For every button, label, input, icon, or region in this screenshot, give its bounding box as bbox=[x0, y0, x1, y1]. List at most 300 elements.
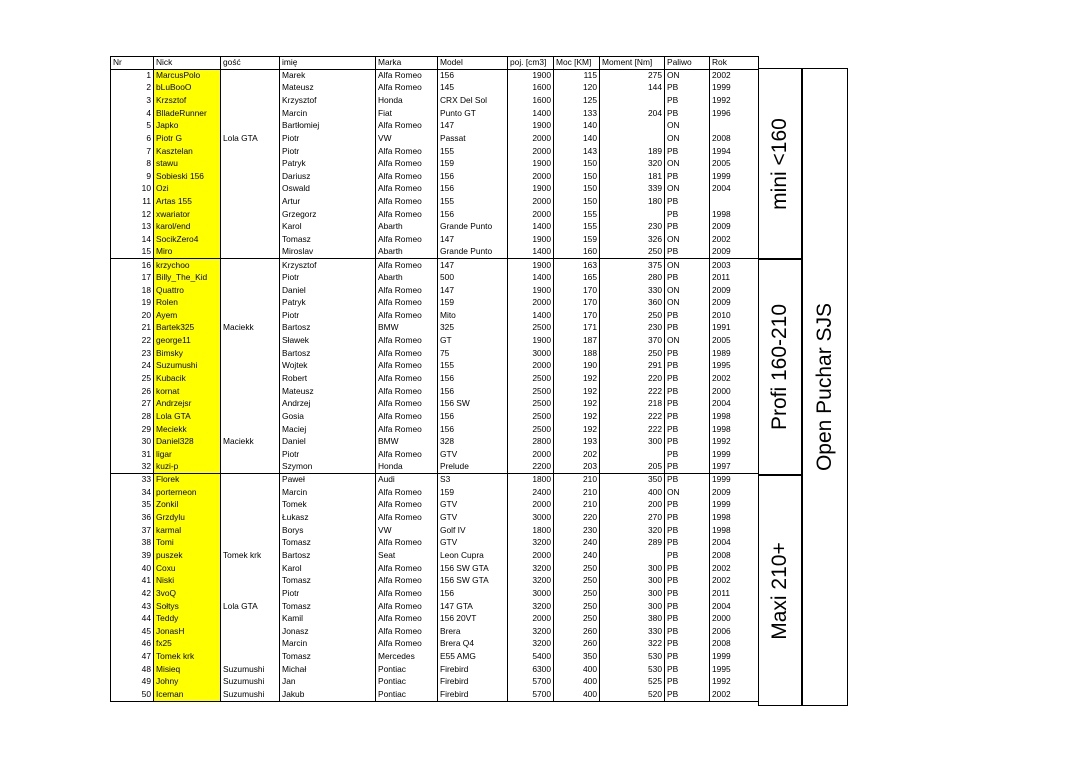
cell-model: 145 bbox=[438, 82, 508, 95]
cell-power: 140 bbox=[554, 120, 600, 133]
cell-year: 1989 bbox=[710, 347, 759, 360]
cell-fuel: PB bbox=[665, 651, 710, 664]
cell-model: GTV bbox=[438, 512, 508, 525]
cell-torque: 339 bbox=[600, 183, 665, 196]
cell-displacement: 1400 bbox=[508, 246, 554, 259]
cell-power: 210 bbox=[554, 486, 600, 499]
cell-year: 1992 bbox=[710, 436, 759, 449]
cell-displacement: 1900 bbox=[508, 183, 554, 196]
cell-guest bbox=[221, 461, 280, 474]
cell-year: 2008 bbox=[710, 549, 759, 562]
cell-fuel: PB bbox=[665, 562, 710, 575]
cell-model: 156 bbox=[438, 587, 508, 600]
cell-year: 1999 bbox=[710, 474, 759, 487]
results-table bbox=[110, 56, 759, 702]
cell-torque: 360 bbox=[600, 297, 665, 310]
cell-nick: bLuBooO bbox=[154, 82, 221, 95]
cell-fuel: PB bbox=[665, 410, 710, 423]
cell-nr: 50 bbox=[111, 689, 154, 702]
cell-model: 75 bbox=[438, 347, 508, 360]
cell-torque: 370 bbox=[600, 335, 665, 348]
cell-fuel: PB bbox=[665, 638, 710, 651]
cell-first-name: Tomasz bbox=[280, 233, 376, 246]
cell-model: GTV bbox=[438, 499, 508, 512]
cell-guest bbox=[221, 259, 280, 272]
group-profi-label: Profi 160-210 bbox=[768, 303, 791, 431]
cell-displacement: 1900 bbox=[508, 284, 554, 297]
cell-year: 2005 bbox=[710, 158, 759, 171]
table-row bbox=[111, 309, 759, 322]
cell-nr: 11 bbox=[111, 196, 154, 209]
cell-make: Pontiac bbox=[376, 676, 438, 689]
cell-displacement: 1800 bbox=[508, 524, 554, 537]
header-nick: Nick bbox=[154, 57, 221, 70]
cell-year: 2002 bbox=[710, 373, 759, 386]
cell-displacement: 2500 bbox=[508, 423, 554, 436]
cell-guest bbox=[221, 373, 280, 386]
cell-torque: 530 bbox=[600, 663, 665, 676]
cell-displacement: 1900 bbox=[508, 259, 554, 272]
cell-guest bbox=[221, 297, 280, 310]
cell-displacement: 1900 bbox=[508, 233, 554, 246]
cell-year: 1999 bbox=[710, 170, 759, 183]
cell-model: Firebird bbox=[438, 689, 508, 702]
cell-nick: xwariator bbox=[154, 208, 221, 221]
cell-fuel: PB bbox=[665, 676, 710, 689]
cell-year: 2009 bbox=[710, 246, 759, 259]
cell-displacement: 3200 bbox=[508, 600, 554, 613]
cell-power: 155 bbox=[554, 221, 600, 234]
cell-displacement: 2800 bbox=[508, 436, 554, 449]
cell-nr: 28 bbox=[111, 410, 154, 423]
header-guest: gość bbox=[221, 57, 280, 70]
cell-first-name: Tomasz bbox=[280, 651, 376, 664]
cell-fuel: PB bbox=[665, 208, 710, 221]
cell-make: Alfa Romeo bbox=[376, 373, 438, 386]
cell-power: 163 bbox=[554, 259, 600, 272]
header-row bbox=[111, 57, 759, 70]
table-row bbox=[111, 663, 759, 676]
cell-torque: 289 bbox=[600, 537, 665, 550]
cell-model: GTV bbox=[438, 448, 508, 461]
cell-torque bbox=[600, 120, 665, 133]
cell-nick: karmal bbox=[154, 524, 221, 537]
cell-nick: Quattro bbox=[154, 284, 221, 297]
cell-model: S3 bbox=[438, 474, 508, 487]
cell-nr: 36 bbox=[111, 512, 154, 525]
cell-model: 155 bbox=[438, 145, 508, 158]
cell-torque: 300 bbox=[600, 600, 665, 613]
cell-power: 193 bbox=[554, 436, 600, 449]
cell-fuel: PB bbox=[665, 689, 710, 702]
cell-year: 1995 bbox=[710, 663, 759, 676]
table-row bbox=[111, 158, 759, 171]
cell-torque: 250 bbox=[600, 309, 665, 322]
cell-model: 156 SW GTA bbox=[438, 575, 508, 588]
cell-first-name: Robert bbox=[280, 373, 376, 386]
cell-model: Passat bbox=[438, 132, 508, 145]
table-row bbox=[111, 625, 759, 638]
cell-nr: 19 bbox=[111, 297, 154, 310]
cell-model: 156 SW GTA bbox=[438, 562, 508, 575]
cell-first-name: Piotr bbox=[280, 132, 376, 145]
cell-make: Pontiac bbox=[376, 663, 438, 676]
cell-power: 250 bbox=[554, 587, 600, 600]
table-row bbox=[111, 120, 759, 133]
cell-nr: 45 bbox=[111, 625, 154, 638]
cell-power: 165 bbox=[554, 271, 600, 284]
cell-model: 156 bbox=[438, 170, 508, 183]
cell-guest bbox=[221, 385, 280, 398]
header-torque: Moment [Nm] bbox=[600, 57, 665, 70]
cell-displacement: 3200 bbox=[508, 537, 554, 550]
cell-guest bbox=[221, 474, 280, 487]
cell-year: 2002 bbox=[710, 689, 759, 702]
cell-make: Alfa Romeo bbox=[376, 347, 438, 360]
cell-displacement: 2000 bbox=[508, 360, 554, 373]
cell-year: 2006 bbox=[710, 625, 759, 638]
cell-torque bbox=[600, 448, 665, 461]
cell-fuel: PB bbox=[665, 309, 710, 322]
cell-make: Alfa Romeo bbox=[376, 486, 438, 499]
cell-nr: 6 bbox=[111, 132, 154, 145]
table-row bbox=[111, 246, 759, 259]
cell-guest bbox=[221, 360, 280, 373]
cell-model: CRX Del Sol bbox=[438, 94, 508, 107]
cell-displacement: 5700 bbox=[508, 676, 554, 689]
cell-nick: Ayem bbox=[154, 309, 221, 322]
table-row bbox=[111, 512, 759, 525]
cell-fuel: PB bbox=[665, 170, 710, 183]
cell-first-name: Krzysztof bbox=[280, 259, 376, 272]
cell-nick: krzychoo bbox=[154, 259, 221, 272]
cell-fuel: PB bbox=[665, 373, 710, 386]
cell-guest bbox=[221, 246, 280, 259]
cell-nick: SocikZero4 bbox=[154, 233, 221, 246]
cell-displacement: 1600 bbox=[508, 94, 554, 107]
cell-fuel: ON bbox=[665, 69, 710, 82]
cell-make: Audi bbox=[376, 474, 438, 487]
cell-model: 325 bbox=[438, 322, 508, 335]
cell-year: 2004 bbox=[710, 183, 759, 196]
cell-fuel: PB bbox=[665, 196, 710, 209]
cell-power: 192 bbox=[554, 373, 600, 386]
cell-torque: 222 bbox=[600, 410, 665, 423]
cell-torque: 300 bbox=[600, 575, 665, 588]
cell-power: 159 bbox=[554, 233, 600, 246]
cell-guest bbox=[221, 145, 280, 158]
cell-torque: 525 bbox=[600, 676, 665, 689]
cell-make: Alfa Romeo bbox=[376, 410, 438, 423]
cell-make: Alfa Romeo bbox=[376, 170, 438, 183]
cell-guest bbox=[221, 208, 280, 221]
cell-model: Leon Cupra bbox=[438, 549, 508, 562]
table-row bbox=[111, 689, 759, 702]
cell-make: Alfa Romeo bbox=[376, 512, 438, 525]
cell-guest bbox=[221, 651, 280, 664]
cell-power: 125 bbox=[554, 94, 600, 107]
cell-first-name: Grzegorz bbox=[280, 208, 376, 221]
cell-year: 2010 bbox=[710, 309, 759, 322]
cell-nr: 14 bbox=[111, 233, 154, 246]
cell-nick: Sobieski 156 bbox=[154, 170, 221, 183]
cell-nr: 9 bbox=[111, 170, 154, 183]
table-row bbox=[111, 233, 759, 246]
cell-year: 1998 bbox=[710, 512, 759, 525]
cell-power: 260 bbox=[554, 638, 600, 651]
cell-nr: 23 bbox=[111, 347, 154, 360]
cell-torque: 380 bbox=[600, 613, 665, 626]
cell-nr: 32 bbox=[111, 461, 154, 474]
cell-year: 1992 bbox=[710, 676, 759, 689]
cell-nick: Andrzejsr bbox=[154, 398, 221, 411]
cell-model: 500 bbox=[438, 271, 508, 284]
cell-power: 250 bbox=[554, 600, 600, 613]
cell-nick: fx25 bbox=[154, 638, 221, 651]
cell-fuel: PB bbox=[665, 347, 710, 360]
cell-make: Alfa Romeo bbox=[376, 625, 438, 638]
cell-torque: 230 bbox=[600, 322, 665, 335]
cell-guest: Suzumushi bbox=[221, 689, 280, 702]
cell-power: 400 bbox=[554, 663, 600, 676]
cell-torque: 291 bbox=[600, 360, 665, 373]
cell-make: Honda bbox=[376, 461, 438, 474]
cell-guest bbox=[221, 613, 280, 626]
cell-first-name: Andrzej bbox=[280, 398, 376, 411]
cell-displacement: 1400 bbox=[508, 221, 554, 234]
table-row bbox=[111, 549, 759, 562]
cell-displacement: 2000 bbox=[508, 297, 554, 310]
cell-year: 1995 bbox=[710, 360, 759, 373]
cell-nick: Daniel328 bbox=[154, 436, 221, 449]
cell-make: Alfa Romeo bbox=[376, 82, 438, 95]
cell-nick: Miro bbox=[154, 246, 221, 259]
cell-power: 188 bbox=[554, 347, 600, 360]
cell-guest bbox=[221, 512, 280, 525]
cell-nick: Piotr G bbox=[154, 132, 221, 145]
cell-model: 156 bbox=[438, 183, 508, 196]
cell-nick: Florek bbox=[154, 474, 221, 487]
cell-make: Abarth bbox=[376, 246, 438, 259]
table-row bbox=[111, 423, 759, 436]
cell-fuel: PB bbox=[665, 575, 710, 588]
cell-power: 400 bbox=[554, 676, 600, 689]
cell-displacement: 2000 bbox=[508, 549, 554, 562]
cell-torque: 320 bbox=[600, 524, 665, 537]
table-row bbox=[111, 448, 759, 461]
cell-model: Grande Punto bbox=[438, 221, 508, 234]
cell-make: Alfa Romeo bbox=[376, 335, 438, 348]
cell-model: GT bbox=[438, 335, 508, 348]
header-first-name: imię bbox=[280, 57, 376, 70]
cell-nr: 38 bbox=[111, 537, 154, 550]
cell-make: Alfa Romeo bbox=[376, 537, 438, 550]
cell-nr: 13 bbox=[111, 221, 154, 234]
cell-make: Alfa Romeo bbox=[376, 613, 438, 626]
cell-first-name: Oswald bbox=[280, 183, 376, 196]
cell-year: 1999 bbox=[710, 82, 759, 95]
cell-first-name: Paweł bbox=[280, 474, 376, 487]
cell-make: Alfa Romeo bbox=[376, 284, 438, 297]
cell-nr: 37 bbox=[111, 524, 154, 537]
cell-guest bbox=[221, 183, 280, 196]
cell-torque: 180 bbox=[600, 196, 665, 209]
cell-nr: 3 bbox=[111, 94, 154, 107]
header-fuel: Paliwo bbox=[665, 57, 710, 70]
cell-make: Alfa Romeo bbox=[376, 69, 438, 82]
cell-model: 147 bbox=[438, 233, 508, 246]
table-row bbox=[111, 537, 759, 550]
cell-torque: 204 bbox=[600, 107, 665, 120]
cell-power: 210 bbox=[554, 499, 600, 512]
cell-power: 202 bbox=[554, 448, 600, 461]
cell-nr: 16 bbox=[111, 259, 154, 272]
table-row bbox=[111, 638, 759, 651]
cell-nick: MarcusPolo bbox=[154, 69, 221, 82]
table-row bbox=[111, 486, 759, 499]
cell-nick: Johny bbox=[154, 676, 221, 689]
cell-year: 1991 bbox=[710, 322, 759, 335]
cell-displacement: 2500 bbox=[508, 398, 554, 411]
cell-nr: 41 bbox=[111, 575, 154, 588]
cell-first-name: Daniel bbox=[280, 284, 376, 297]
cell-nick: Coxu bbox=[154, 562, 221, 575]
cell-model: 155 bbox=[438, 360, 508, 373]
cell-make: Alfa Romeo bbox=[376, 309, 438, 322]
cell-nick: ligar bbox=[154, 448, 221, 461]
cell-model: 147 bbox=[438, 120, 508, 133]
cell-year: 1998 bbox=[710, 208, 759, 221]
cell-model: 155 bbox=[438, 196, 508, 209]
cell-torque: 300 bbox=[600, 436, 665, 449]
cell-nick: Tomek krk bbox=[154, 651, 221, 664]
cell-fuel: PB bbox=[665, 107, 710, 120]
table-row bbox=[111, 410, 759, 423]
cell-make: Pontiac bbox=[376, 689, 438, 702]
header-model: Model bbox=[438, 57, 508, 70]
cell-power: 150 bbox=[554, 183, 600, 196]
cell-year: 2003 bbox=[710, 259, 759, 272]
cell-year: 2008 bbox=[710, 132, 759, 145]
cell-guest bbox=[221, 587, 280, 600]
cell-nr: 43 bbox=[111, 600, 154, 613]
cell-make: Abarth bbox=[376, 221, 438, 234]
cell-nick: Suzumushi bbox=[154, 360, 221, 373]
cell-displacement: 2000 bbox=[508, 170, 554, 183]
cell-first-name: Marcin bbox=[280, 107, 376, 120]
cell-nick: Iceman bbox=[154, 689, 221, 702]
table-row bbox=[111, 208, 759, 221]
cell-guest: Lola GTA bbox=[221, 600, 280, 613]
cell-make: Alfa Romeo bbox=[376, 423, 438, 436]
cell-first-name: Sławek bbox=[280, 335, 376, 348]
cell-guest: Tomek krk bbox=[221, 549, 280, 562]
cell-power: 250 bbox=[554, 613, 600, 626]
cell-guest: Maciekk bbox=[221, 322, 280, 335]
cell-power: 140 bbox=[554, 132, 600, 145]
cell-nr: 18 bbox=[111, 284, 154, 297]
cell-torque: 218 bbox=[600, 398, 665, 411]
table-row bbox=[111, 562, 759, 575]
table-row bbox=[111, 132, 759, 145]
table-row bbox=[111, 461, 759, 474]
cell-year: 2008 bbox=[710, 638, 759, 651]
cell-first-name: Tomasz bbox=[280, 600, 376, 613]
cell-torque: 205 bbox=[600, 461, 665, 474]
cell-power: 170 bbox=[554, 297, 600, 310]
cell-power: 192 bbox=[554, 423, 600, 436]
cell-year: 2011 bbox=[710, 587, 759, 600]
cell-first-name: Bartłomiej bbox=[280, 120, 376, 133]
cell-displacement: 1400 bbox=[508, 309, 554, 322]
cell-model: Brera bbox=[438, 625, 508, 638]
table-row bbox=[111, 145, 759, 158]
cell-nick: Bartek325 bbox=[154, 322, 221, 335]
cell-model: 147 bbox=[438, 284, 508, 297]
cell-make: Alfa Romeo bbox=[376, 183, 438, 196]
table-row bbox=[111, 259, 759, 272]
cell-guest bbox=[221, 410, 280, 423]
cell-fuel: PB bbox=[665, 499, 710, 512]
cell-fuel: PB bbox=[665, 524, 710, 537]
cell-year: 1992 bbox=[710, 94, 759, 107]
cell-nick: Lola GTA bbox=[154, 410, 221, 423]
cell-displacement: 2400 bbox=[508, 486, 554, 499]
table-row bbox=[111, 347, 759, 360]
cell-first-name: Jonasz bbox=[280, 625, 376, 638]
cell-fuel: ON bbox=[665, 297, 710, 310]
cell-make: Alfa Romeo bbox=[376, 360, 438, 373]
cell-nick: Billy_The_Kid bbox=[154, 271, 221, 284]
cell-displacement: 1400 bbox=[508, 107, 554, 120]
cell-torque: 250 bbox=[600, 246, 665, 259]
cell-first-name: Piotr bbox=[280, 271, 376, 284]
cell-nr: 25 bbox=[111, 373, 154, 386]
cell-power: 350 bbox=[554, 651, 600, 664]
cell-make: Alfa Romeo bbox=[376, 196, 438, 209]
cell-model: E55 AMG bbox=[438, 651, 508, 664]
cell-make: Fiat bbox=[376, 107, 438, 120]
cell-model: 156 bbox=[438, 69, 508, 82]
cell-nick: Krzsztof bbox=[154, 94, 221, 107]
cell-nr: 21 bbox=[111, 322, 154, 335]
group-profi bbox=[758, 259, 802, 475]
cell-guest bbox=[221, 271, 280, 284]
cell-make: BMW bbox=[376, 436, 438, 449]
group-mini bbox=[758, 68, 802, 259]
cell-year: 2009 bbox=[710, 486, 759, 499]
cell-nr: 2 bbox=[111, 82, 154, 95]
cell-first-name: Bartosz bbox=[280, 549, 376, 562]
cell-first-name: Piotr bbox=[280, 587, 376, 600]
cell-fuel: ON bbox=[665, 233, 710, 246]
cell-power: 192 bbox=[554, 385, 600, 398]
table-row bbox=[111, 651, 759, 664]
cell-first-name: Tomek bbox=[280, 499, 376, 512]
cell-first-name: Jakub bbox=[280, 689, 376, 702]
cell-make: Alfa Romeo bbox=[376, 120, 438, 133]
table-row bbox=[111, 335, 759, 348]
cell-year: 2009 bbox=[710, 297, 759, 310]
cell-fuel: ON bbox=[665, 132, 710, 145]
table-row bbox=[111, 373, 759, 386]
cell-make: Alfa Romeo bbox=[376, 587, 438, 600]
table-row bbox=[111, 360, 759, 373]
cell-displacement: 2000 bbox=[508, 613, 554, 626]
cell-power: 192 bbox=[554, 398, 600, 411]
cell-torque: 270 bbox=[600, 512, 665, 525]
header-nr: Nr bbox=[111, 57, 154, 70]
